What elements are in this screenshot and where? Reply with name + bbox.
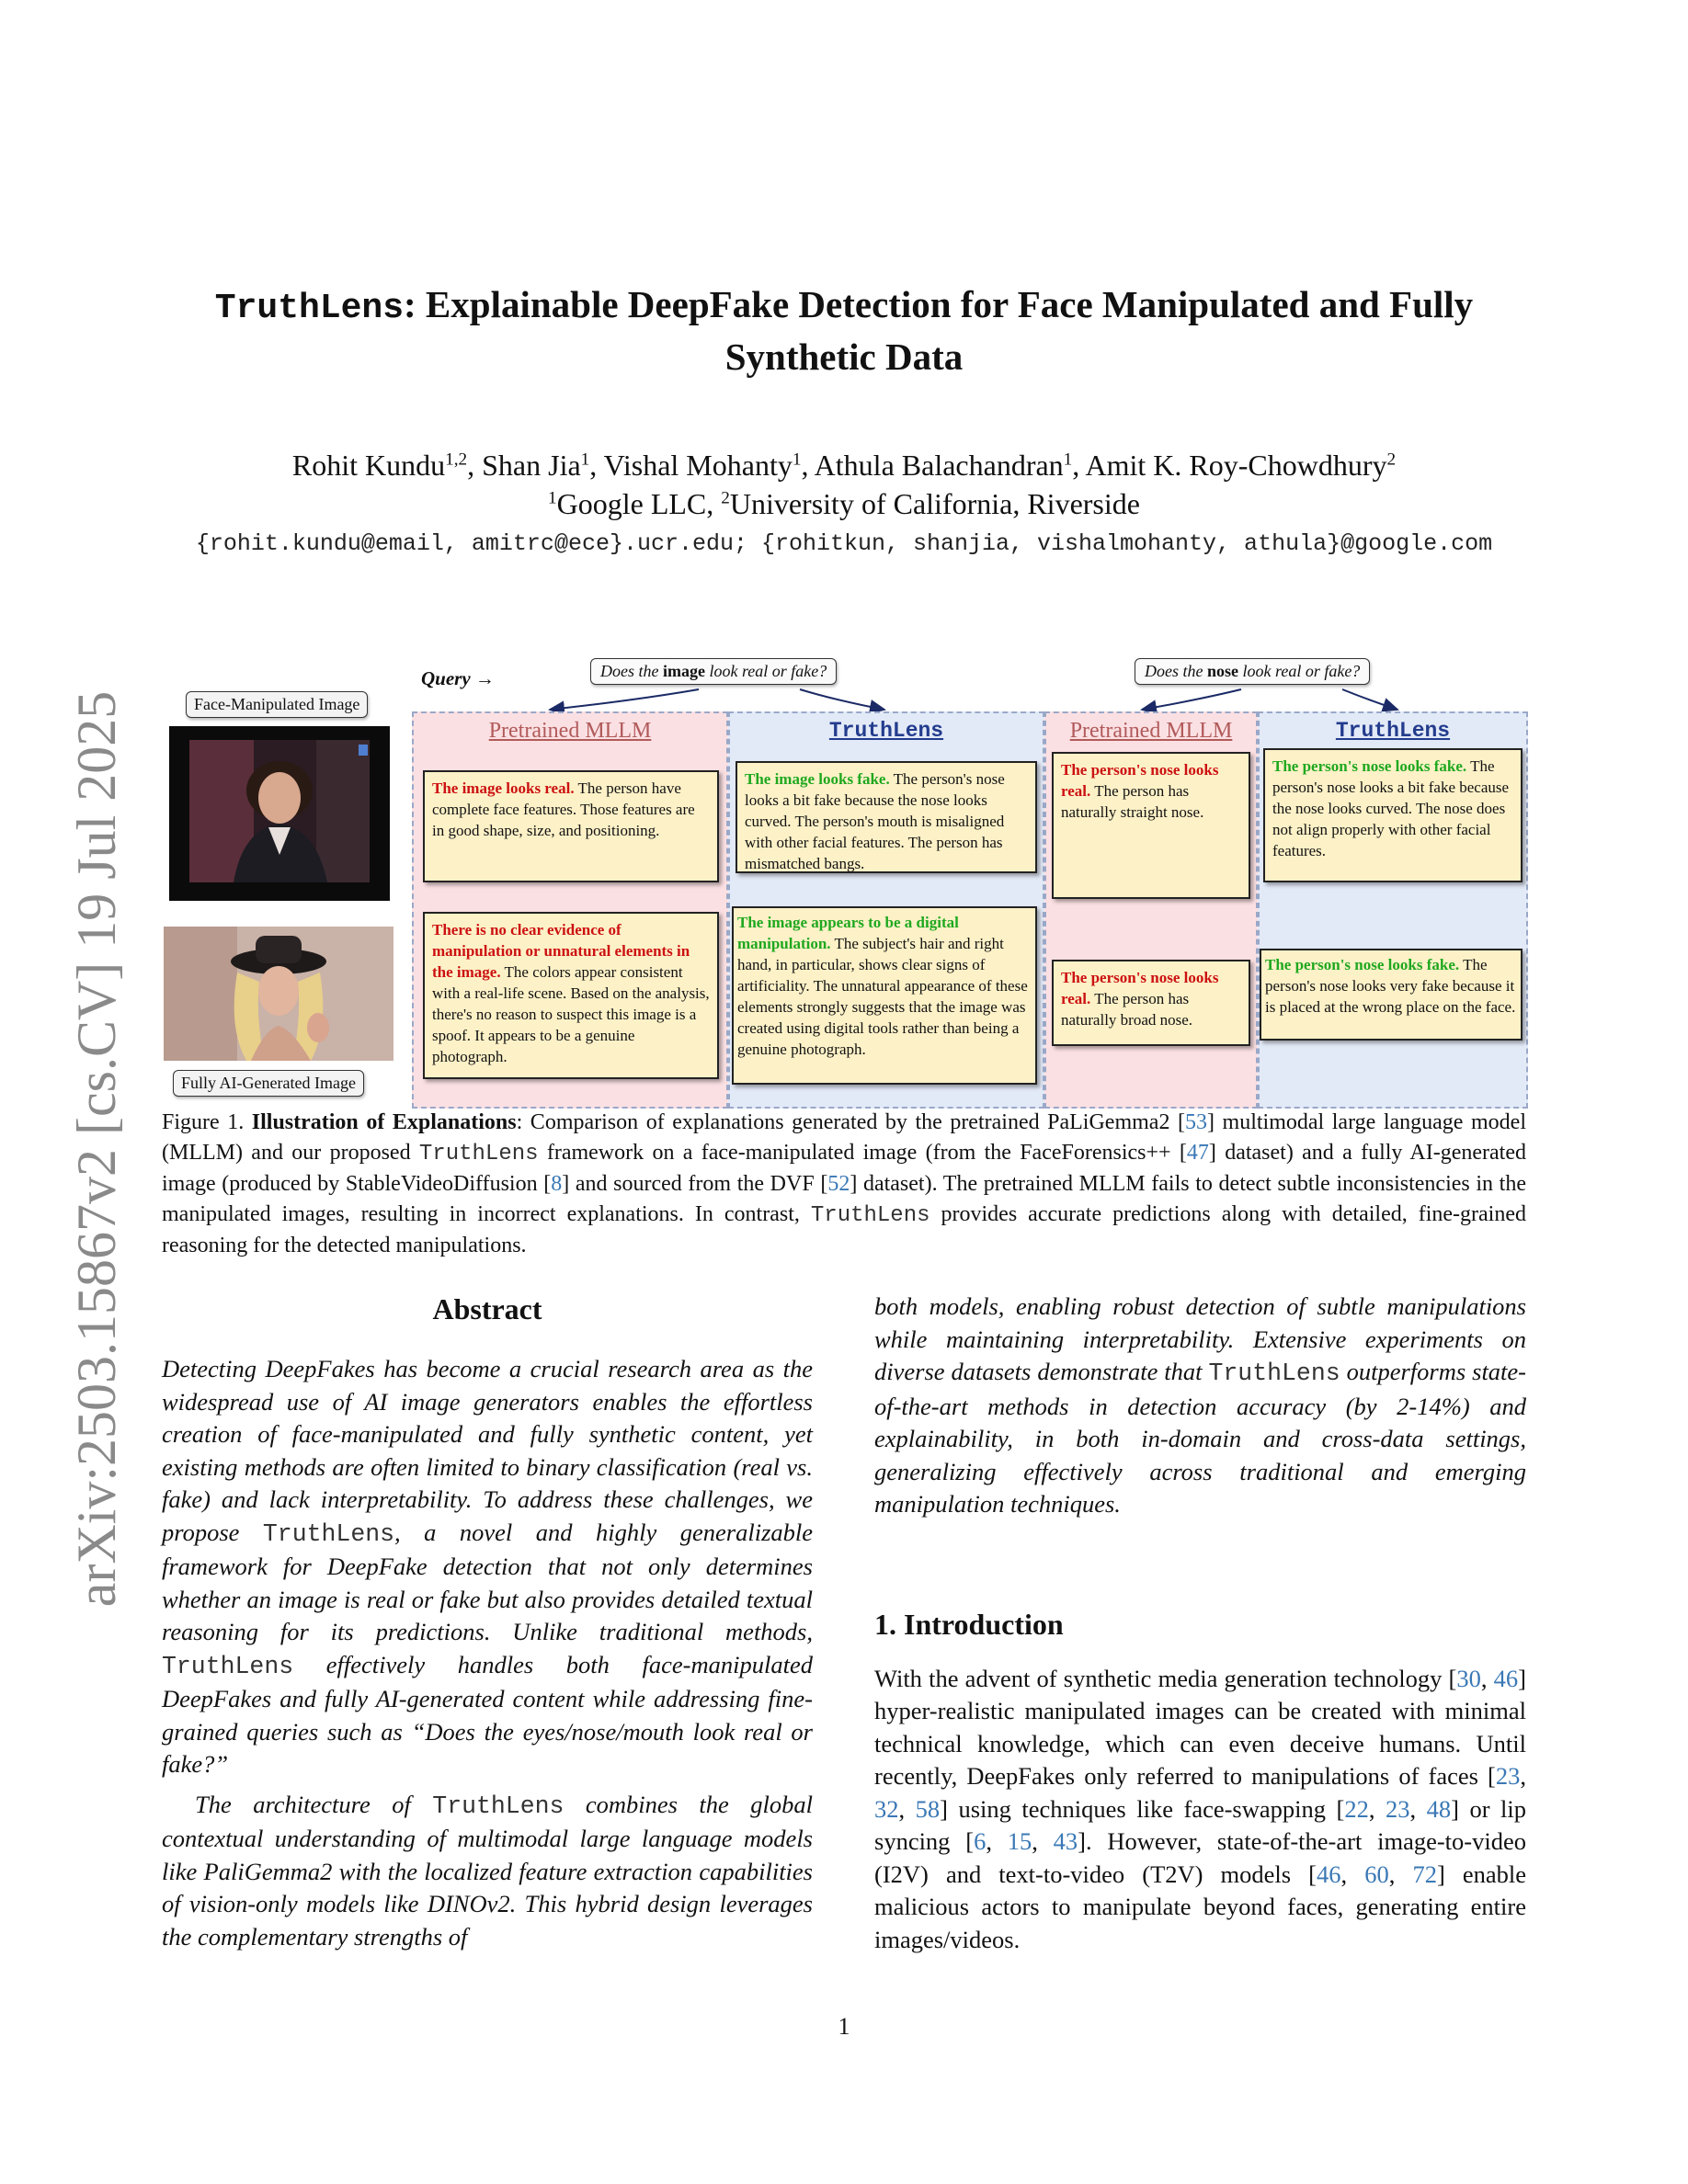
query-bold: nose [1206, 662, 1238, 680]
query-text: look real or fake? [1238, 662, 1361, 680]
citation-link[interactable]: 47 [1186, 1141, 1209, 1165]
face-photo-illustration [169, 726, 390, 901]
truthlens-header: TruthLens [828, 719, 944, 743]
author-list [138, 445, 1550, 485]
affil-mark: 2 [721, 488, 730, 508]
query-bold: image [662, 662, 705, 680]
intro-text: ] or lip syncing [ [874, 1794, 1527, 1855]
method-name: TruthLens [262, 1519, 395, 1548]
introduction-heading: 1. Introduction [874, 1607, 1064, 1641]
citation-separator: , [1368, 1794, 1386, 1823]
citation-separator: , [986, 1827, 1008, 1855]
citation-link[interactable]: 8 [551, 1172, 563, 1196]
author-emails: {rohit.kundu@email, amitrc@ece}.ucr.edu; {rohitkun, shanjia, vishalmohanty, athula}@google.com [195, 530, 1493, 557]
title-line2: Synthetic Data [724, 336, 964, 378]
abstract-text: combines the global contextual understanding of multimodal large language models like PaliGemma2 with the localized feature extraction capabilities of vision-only models like DINOv2. This hybrid design leverages the complementary strengths of [162, 1790, 813, 1951]
query-text: Does the [1145, 662, 1207, 680]
verdict-fake: The image looks fake. [745, 770, 890, 788]
citation-link[interactable]: 52 [827, 1172, 850, 1196]
citation-link[interactable]: 6 [974, 1827, 987, 1855]
caption-text: ] dataset). The pretrained MLLM fails to detect subtle inconsistencies in the manipulated images, resulting in incorrect explanations. In contrast, [162, 1172, 1527, 1226]
abstract-text: , a novel and highly generalizable framework for DeepFake detection that not only determines whether an image is real or fake but also provides detailed textual reasoning for its predictions. Unlike traditional methods, [162, 1518, 814, 1645]
explanation-truthlens-nose-2 [1260, 949, 1523, 1041]
author-name: , Vishal Mohanty [589, 449, 793, 482]
explanation-text: The person has naturally broad nose. [1061, 990, 1193, 1029]
arrow-to-truthlens [800, 689, 884, 710]
explanation-text: The person's nose looks a bit fake because the nose looks curved. The nose does not align properly with other facial features. [1272, 757, 1510, 859]
caption-title: Illustration of Explanations [251, 1110, 517, 1134]
method-name: TruthLens [432, 1792, 565, 1820]
intro-text: ] hyper-realistic manipulated images can be created with minimal technical knowledge, which can even deceive humans. Until recently, DeepFakes only referred to manipulations of faces [ [874, 1664, 1526, 1790]
affiliations [138, 483, 1550, 524]
citation-link[interactable]: 72 [1412, 1860, 1437, 1888]
citation-link[interactable]: 15 [1007, 1827, 1032, 1855]
method-name: TruthLens [162, 1652, 294, 1680]
citation-link[interactable]: 46 [1493, 1664, 1519, 1692]
query-label: Query → [421, 667, 495, 689]
explanation-text: The subject's hair and right hand, in particular, shows clear signs of artificiality. The unnatural appearance of these elements strongly suggests that the image was created using digital tools rather than being a genuine photograph. [737, 935, 1028, 1058]
citation-separator: , [898, 1794, 916, 1823]
query-text: Does the [600, 662, 663, 680]
citation-separator: , [1032, 1827, 1054, 1855]
abstract-paragraph-2-continued [874, 1291, 1526, 1521]
abstract-text: outperforms state-of-the-art methods in detection accuracy (by 2-14%) and explainability, in both in-domain and cross-data settings, generalizing effectively across traditional and emerging manipulation techniques. [874, 1358, 1526, 1518]
caption-text: provides accurate predictions along with detailed, fine-grained reasoning for the detected manipulations. [162, 1202, 1527, 1257]
citation-link[interactable]: 53 [1185, 1110, 1207, 1134]
explanation-text: The person has naturally straight nose. [1061, 782, 1204, 821]
author-affil-mark: 1 [580, 449, 590, 470]
verdict-fake: The person's nose looks fake. [1272, 757, 1467, 775]
abstract-paragraph-1 [162, 1353, 813, 1781]
abstract-heading: Abstract [432, 1292, 542, 1325]
method-name: TruthLens [810, 1203, 930, 1228]
citation-link[interactable]: 60 [1364, 1860, 1389, 1888]
abstract-text: Detecting DeepFakes has become a crucial research area as the widespread use of AI image generators enables the effortless creation of face-manipulated and fully synthetic content, yet existing methods are often limited to binary classification (real vs. fake) and lack interpretability. To address these challenges, we propose [162, 1355, 813, 1546]
face-manipulated-label: Face-Manipulated Image [186, 691, 368, 718]
paper-title [138, 280, 1550, 381]
arrow-to-pretrained [550, 689, 699, 710]
author-affil-mark: 1,2 [445, 449, 468, 470]
verdict-fake: The person's nose looks fake. [1265, 956, 1460, 973]
intro-text: With the advent of synthetic media generation technology [ [874, 1664, 1457, 1692]
title-text: : Explainable DeepFake Detection for Face Manipulated and Fully [404, 283, 1474, 325]
figure-1 [156, 653, 1535, 1112]
title-method-name: TruthLens [214, 289, 405, 328]
query-text: look real or fake? [704, 662, 827, 680]
citation-link[interactable]: 43 [1053, 1827, 1078, 1855]
explanation-pretrained-nose-2 [1052, 960, 1250, 1046]
arxiv-identifier-stamp: arXiv:2503.15867v2 [cs.CV] 19 Jul 2025 [66, 690, 127, 1608]
method-name: TruthLens [1208, 1359, 1340, 1387]
explanation-pretrained-image-2 [423, 912, 719, 1079]
intro-text: ]. However, state-of-the-art image-to-video (I2V) and text-to-video (T2V) models [ [874, 1827, 1526, 1888]
pretrained-header: Pretrained MLLM [488, 719, 652, 743]
caption-text: : Comparison of explanations generated by the pretrained PaLiGemma2 [ [516, 1110, 1185, 1134]
caption-figure-number: Figure 1. [162, 1110, 252, 1134]
face-manipulated-photo [169, 726, 390, 901]
abstract-paragraph-2 [162, 1789, 813, 1954]
ai-photo-illustration [164, 927, 393, 1061]
abstract-text: effectively handles both face-manipulated DeepFakes and fully AI-generated content while addressing fine-grained queries such as “Does the eyes/nose/mouth look real or fake?” [162, 1650, 813, 1778]
explanation-pretrained-nose-1 [1052, 752, 1250, 899]
author-affil-mark: 1 [792, 449, 802, 470]
caption-text: ] multimodal large language model (MLLM) and our proposed [162, 1110, 1526, 1165]
citation-link[interactable]: 46 [1317, 1860, 1341, 1888]
citation-link[interactable]: 23 [1385, 1794, 1410, 1823]
arrow-to-pretrained-nose [1142, 689, 1241, 710]
explanation-pretrained-image-1 [423, 770, 719, 882]
verdict-real: There is no clear evidence of manipulation or unnatural elements in the image. [432, 921, 690, 981]
explanation-text: The person have complete face features. Those features are in good shape, size, and positioning. [432, 779, 695, 839]
verdict-real: The image looks real. [432, 779, 575, 797]
citation-separator: , [1409, 1794, 1427, 1823]
caption-text: framework on a face-manipulated image (from the FaceForensics++ [ [538, 1141, 1187, 1165]
author-affil-mark: 1 [1063, 449, 1073, 470]
right-column [874, 1291, 1526, 1956]
citation-separator: , [1520, 1762, 1526, 1790]
citation-link[interactable]: 58 [915, 1794, 941, 1823]
caption-text: ] and sourced from the DVF [ [562, 1172, 828, 1196]
pretrained-header-nose: Pretrained MLLM [1069, 719, 1233, 743]
explanation-text: The person's nose looks very fake because it is placed at the wrong place on the face. [1265, 956, 1516, 1016]
citation-separator: , [1340, 1860, 1365, 1888]
method-name: TruthLens [418, 1142, 539, 1166]
citation-separator: , [1388, 1860, 1413, 1888]
citation-separator: , [1480, 1664, 1494, 1692]
citation-link[interactable]: 30 [1456, 1664, 1481, 1692]
verdict-fake: The image appears to be a digital manipulation. [737, 914, 959, 952]
abstract-text: both models, enabling robust detection of subtle manipulations while maintaining interpretability. Extensive experiments on diverse datasets demonstrate that [874, 1292, 1526, 1385]
explanation-truthlens-image-1 [736, 761, 1037, 873]
citation-link[interactable]: 48 [1426, 1794, 1452, 1823]
author-affil-mark: 2 [1386, 449, 1397, 470]
explanation-text: The colors appear consistent with a real-life scene. Based on the analysis, there's no reason to suspect this image is a spoof. It appears to be a genuine photograph. [432, 963, 710, 1065]
citation-link[interactable]: 32 [874, 1794, 899, 1823]
explanation-truthlens-nose-1 [1263, 748, 1523, 882]
affil-ucr: University of California, Riverside [729, 487, 1140, 520]
introduction-paragraph [874, 1663, 1526, 1957]
author-name: , Athula Balachandran [801, 449, 1064, 482]
ai-generated-photo [164, 927, 393, 1061]
citation-link[interactable]: 22 [1344, 1794, 1369, 1823]
author-name: , Amit K. Roy-Chowdhury [1072, 449, 1387, 482]
author-name: , Shan Jia [467, 449, 581, 482]
explanation-text: The person's nose looks a bit fake because the nose looks curved. The person's mouth is misaligned with other facial features. The person has mismatched bangs. [745, 770, 1005, 872]
author-name: Rohit Kundu [291, 449, 446, 482]
page-number: 1 [838, 2013, 850, 2040]
left-column [162, 1291, 813, 1953]
intro-text: ] enable malicious actors to manipulate beyond faces, generating entire images/videos. [874, 1860, 1527, 1953]
affil-google: Google LLC, [556, 487, 722, 520]
verdict-real: The person's nose looks real. [1061, 761, 1219, 800]
verdict-real: The person's nose looks real. [1061, 969, 1219, 1007]
truthlens-header-nose: TruthLens [1335, 719, 1451, 743]
figure-1-caption [162, 1108, 1526, 1261]
ai-generated-label: Fully AI-Generated Image [173, 1070, 364, 1097]
arrow-to-truthlens-nose [1342, 689, 1397, 710]
abstract-text: The architecture of [195, 1790, 433, 1818]
citation-link[interactable]: 23 [1495, 1762, 1521, 1790]
affil-mark: 1 [548, 488, 557, 508]
caption-text: ] dataset) and a fully AI-generated image (produced by StableVideoDiffusion [ [162, 1141, 1527, 1196]
intro-text: ] using techniques like face-swapping [ [940, 1794, 1345, 1823]
explanation-truthlens-image-2 [732, 906, 1037, 1085]
